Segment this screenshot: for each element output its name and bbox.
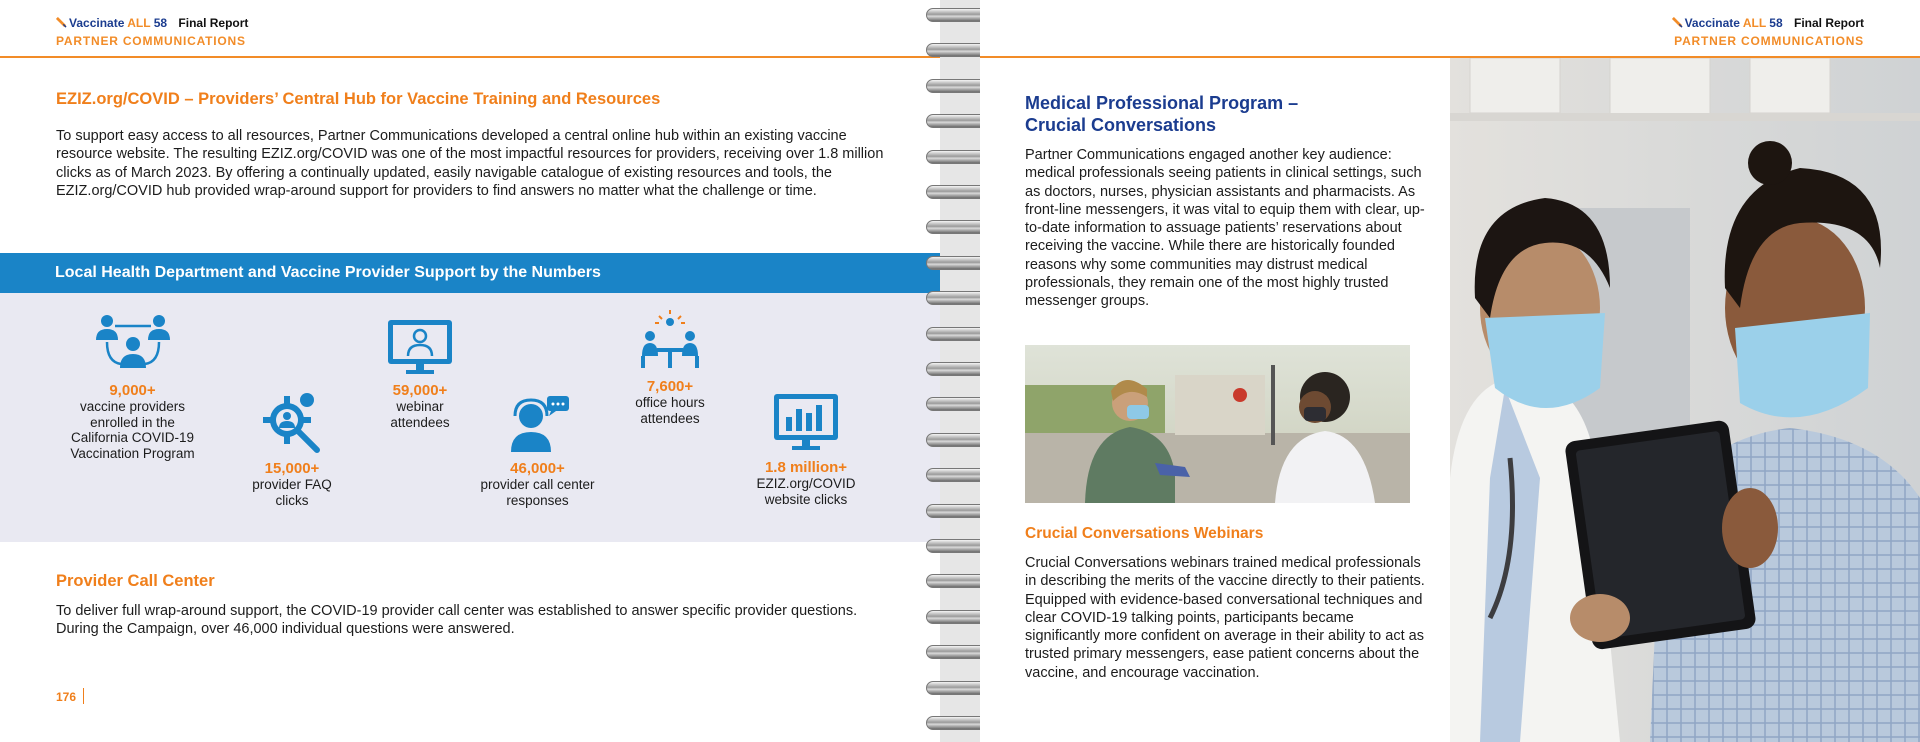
stat-faq <box>237 390 347 508</box>
brand-all: ALL <box>1742 16 1766 30</box>
report-title: Final Report <box>1793 16 1864 30</box>
report-title: Final Report <box>178 16 249 30</box>
stat-number: 9,000+ <box>109 382 156 399</box>
brand-prefix: Vaccinate <box>69 16 125 30</box>
call-center-heading: Provider Call Center <box>56 572 215 590</box>
stat-office-hours <box>620 310 720 426</box>
right-page <box>980 0 1920 742</box>
syringe-icon <box>1672 17 1683 28</box>
stat-number: 7,600+ <box>646 378 694 395</box>
program-heading <box>1025 92 1298 136</box>
stat-number: 1.8 million+ <box>764 459 848 476</box>
stat-label: EZIZ.org/COVID website clicks <box>756 476 856 507</box>
brand-logo <box>56 16 248 30</box>
page-number-divider <box>83 688 84 704</box>
call-center-body: To deliver full wrap-around support, the COVID-19 provider call center was established to answer specific provider questions. During the Campaign, over 46,000 individual questions were answered. <box>56 603 858 638</box>
program-heading-line2: Crucial Conversations <box>1025 115 1217 135</box>
program-body: Partner Communications engaged another key audience: medical professionals seeing patients in clinical settings, such as doctors, nurses, physician assistants and pharmacists. As front-line messengers, it was vital to equip them with clear, up-to-date information to assuage patients’ reservations about receiving the vaccine. While there are historically founded reasons why some communities may distrust medical professionals, they remain one of the most highly trusted messenger groups. <box>1025 147 1425 310</box>
eziz-body: To support easy access to all resources, Partner Communications developed a central online hub within an existing vaccine resource website. The resulting EZIZ.org/COVID was one of the most impactful resources for providers, receiving over 1.8 million clicks as of March 2023. By offering a continually updated, easily navigable catalogue of existing resources and tools, the EZIZ.org/COVID hub provided wrap-around support for providers to find answers no matter what the challenge or time. <box>56 128 884 199</box>
stat-call-center <box>470 394 605 508</box>
webinar-monitor-icon <box>386 318 454 376</box>
brand-number: 58 <box>1769 16 1783 30</box>
header-rule <box>0 56 940 58</box>
section-label: PARTNER COMMUNICATIONS <box>56 34 246 48</box>
section-label: PARTNER COMMUNICATIONS <box>1674 34 1864 48</box>
brand-logo <box>1672 16 1864 30</box>
office-hours-meeting-icon <box>637 310 703 372</box>
stat-number: 15,000+ <box>264 460 320 477</box>
stat-label: webinar attendees <box>390 399 450 430</box>
analytics-monitor-icon <box>773 393 839 453</box>
brand-all: ALL <box>127 16 151 30</box>
stat-label: provider FAQ clicks <box>252 477 332 508</box>
stats-band-title: Local Health Department and Vaccine Provider Support by the Numbers <box>55 264 601 281</box>
left-page <box>0 0 940 742</box>
stat-label: provider call center responses <box>480 477 595 508</box>
page-number: 176 <box>56 690 77 704</box>
stat-label: vaccine providers enrolled in the California COVID-19 Vaccination Program <box>70 399 195 461</box>
call-center-agent-icon <box>503 394 573 454</box>
program-heading-line1: Medical Professional Program – <box>1025 93 1299 113</box>
brand-number: 58 <box>153 16 168 30</box>
people-network-icon <box>93 312 173 376</box>
stats-band <box>0 253 940 293</box>
stat-webinar <box>370 318 470 430</box>
syringe-icon <box>56 17 67 28</box>
stat-website-clicks <box>740 393 872 507</box>
doctor-patient-tablet-photo <box>1450 58 1920 742</box>
stat-number: 46,000+ <box>510 460 565 477</box>
stat-label: office hours attendees <box>635 395 705 426</box>
webinars-heading: Crucial Conversations Webinars <box>1025 525 1264 542</box>
stat-providers <box>60 312 205 461</box>
stat-number: 59,000+ <box>392 382 448 399</box>
nurse-vaccination-photo <box>1025 345 1410 503</box>
gear-search-icon <box>257 390 327 454</box>
webinars-body: Crucial Conversations webinars trained medical professionals in describing the merits of the vaccine directly to their patients. Equipped with evidence-based conversational techniques and clear COVID-19 talking points, participants became significantly more confident on average in their ability to act as trusted primary messengers, ease patient concerns about the vaccine, and encourage vaccination. <box>1025 555 1425 681</box>
brand-prefix: Vaccinate <box>1684 16 1740 30</box>
eziz-heading: EZIZ.org/COVID – Providers’ Central Hub for Vaccine Training and Resources <box>56 90 661 108</box>
